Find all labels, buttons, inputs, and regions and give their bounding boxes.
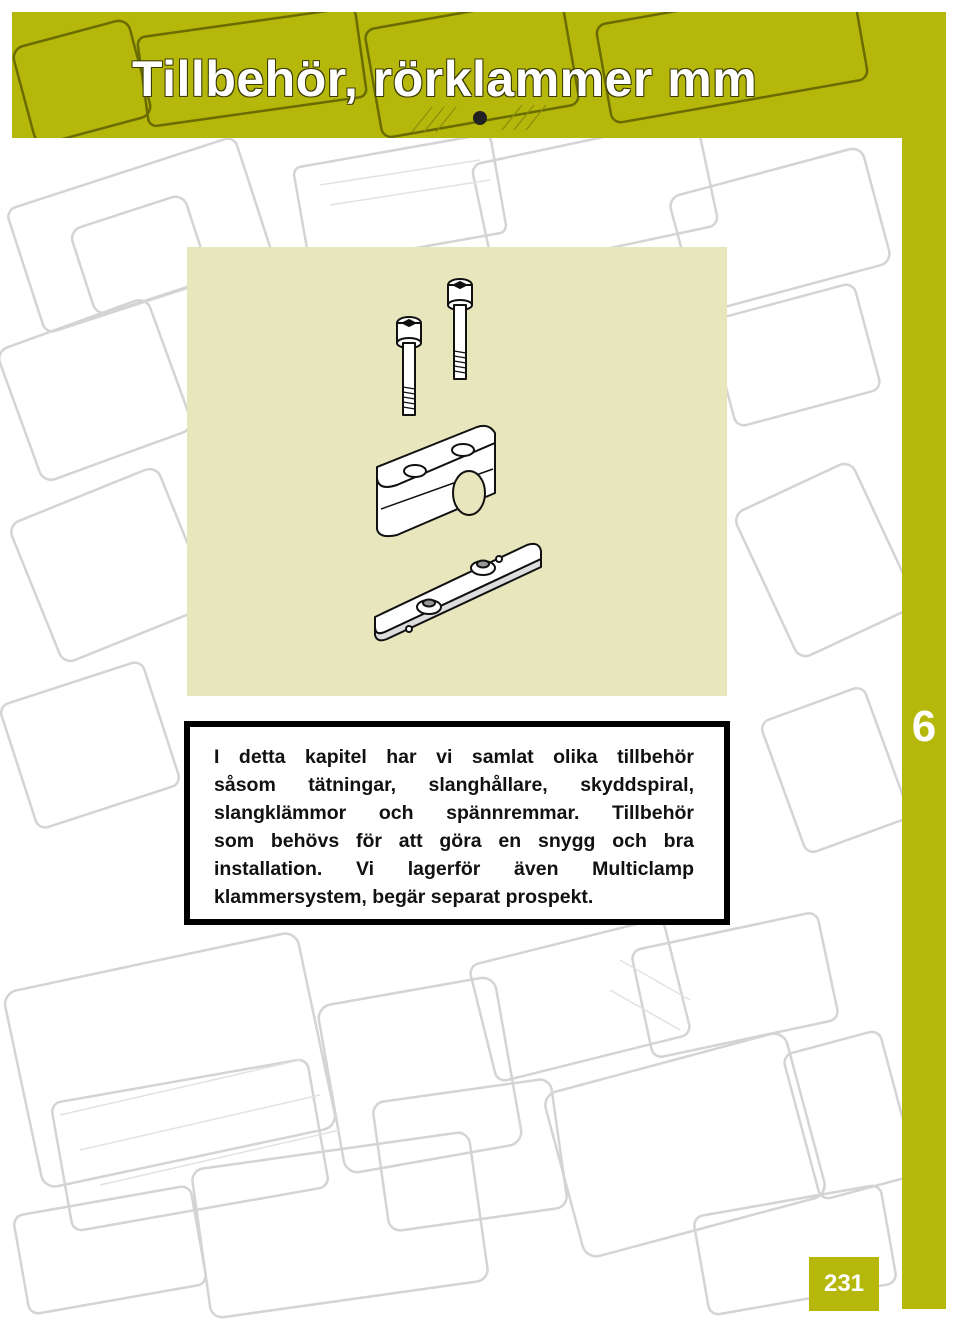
intro-line-2: såsom tätningar, slanghållare, skyddspiral, <box>214 774 694 796</box>
intro-paragraph <box>214 743 694 911</box>
intro-line-6: klammersystem, begär separat prospekt. <box>214 886 594 908</box>
figure-panel <box>187 247 727 696</box>
intro-line-3: slangklämmor och spännremmar. Tillbehör <box>214 802 694 824</box>
intro-line-4: som behövs för att göra en snygg och bra <box>214 830 694 852</box>
intro-box <box>184 721 730 925</box>
header-band <box>12 12 902 138</box>
intro-box-inner <box>190 727 724 919</box>
page-number-box <box>809 1257 879 1311</box>
pipe-clamp-illustration <box>187 247 727 696</box>
page-title: Tillbehör, rörklammer mm <box>132 51 758 107</box>
page-number: 231 <box>823 1270 865 1297</box>
intro-line-1: I detta kapitel har vi samlat olika tillbehör <box>214 746 694 768</box>
intro-line-5: installation. Vi lagerför även Multiclamp <box>214 858 694 880</box>
chapter-number: 6 <box>911 702 937 751</box>
chapter-side-bar <box>902 12 946 1309</box>
